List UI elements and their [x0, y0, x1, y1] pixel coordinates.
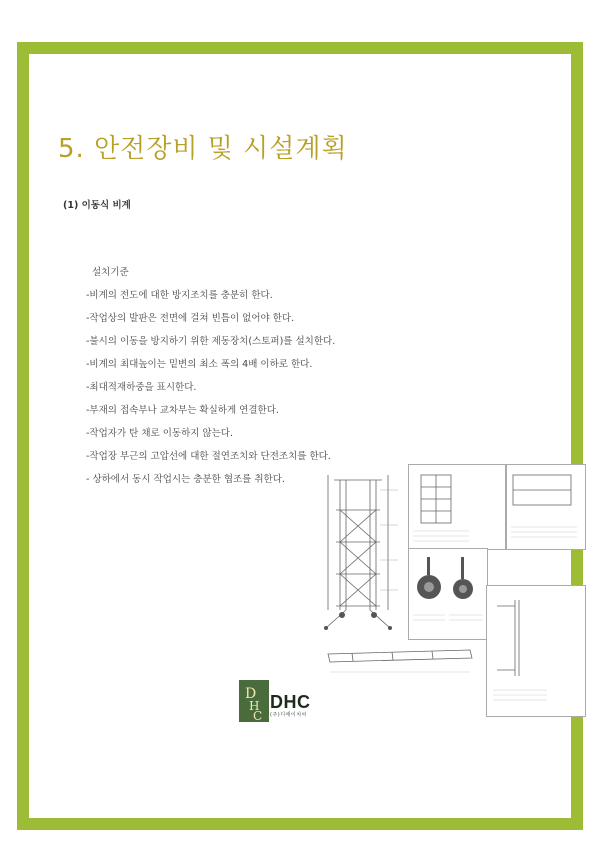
- scaffold-tower-drawing: [318, 470, 408, 635]
- logo-tagline: (주)디에이치씨: [270, 712, 307, 718]
- outrigger-drawing: [486, 585, 586, 717]
- list-item: -부재의 접속부나 교차부는 확실하게 연결한다.: [86, 405, 279, 416]
- list-item: -비계의 최대높이는 밑변의 최소 폭의 4배 이하로 한다.: [86, 359, 313, 370]
- logo-name: DHC: [270, 692, 311, 712]
- list-item: -작업상의 발판은 전면에 걸쳐 빈틈이 없어야 한다.: [86, 313, 295, 324]
- list-item: -불시의 이동을 방지하기 위한 제동장치(스토퍼)를 설치한다.: [86, 336, 336, 347]
- list-item: 설치기준: [92, 267, 129, 278]
- list-item: -비계의 전도에 대한 방지조치를 충분히 한다.: [86, 290, 273, 301]
- plank-drawing: [322, 642, 482, 682]
- svg-text:C: C: [253, 709, 263, 723]
- section-heading: (1) 이동식 비계: [63, 200, 131, 211]
- page-title: 5. 안전장비 및 시설계획: [58, 134, 348, 164]
- platform-drawing: [506, 464, 586, 550]
- list-item: -작업자가 탄 채로 이동하지 않는다.: [86, 428, 234, 439]
- list-item: -작업장 부근의 고압선에 대한 절연조치와 단전조치를 한다.: [86, 451, 331, 462]
- svg-text:D: D: [245, 686, 257, 702]
- caster-wheel-drawing: [408, 548, 488, 640]
- svg-text:H: H: [249, 699, 260, 713]
- dhc-monogram-logo: [239, 680, 271, 724]
- list-item: - 상하에서 동시 작업시는 충분한 협조를 취한다.: [86, 474, 285, 485]
- frame-unit-drawing: [408, 464, 506, 550]
- list-item: -최대적재하중을 표시한다.: [86, 382, 197, 393]
